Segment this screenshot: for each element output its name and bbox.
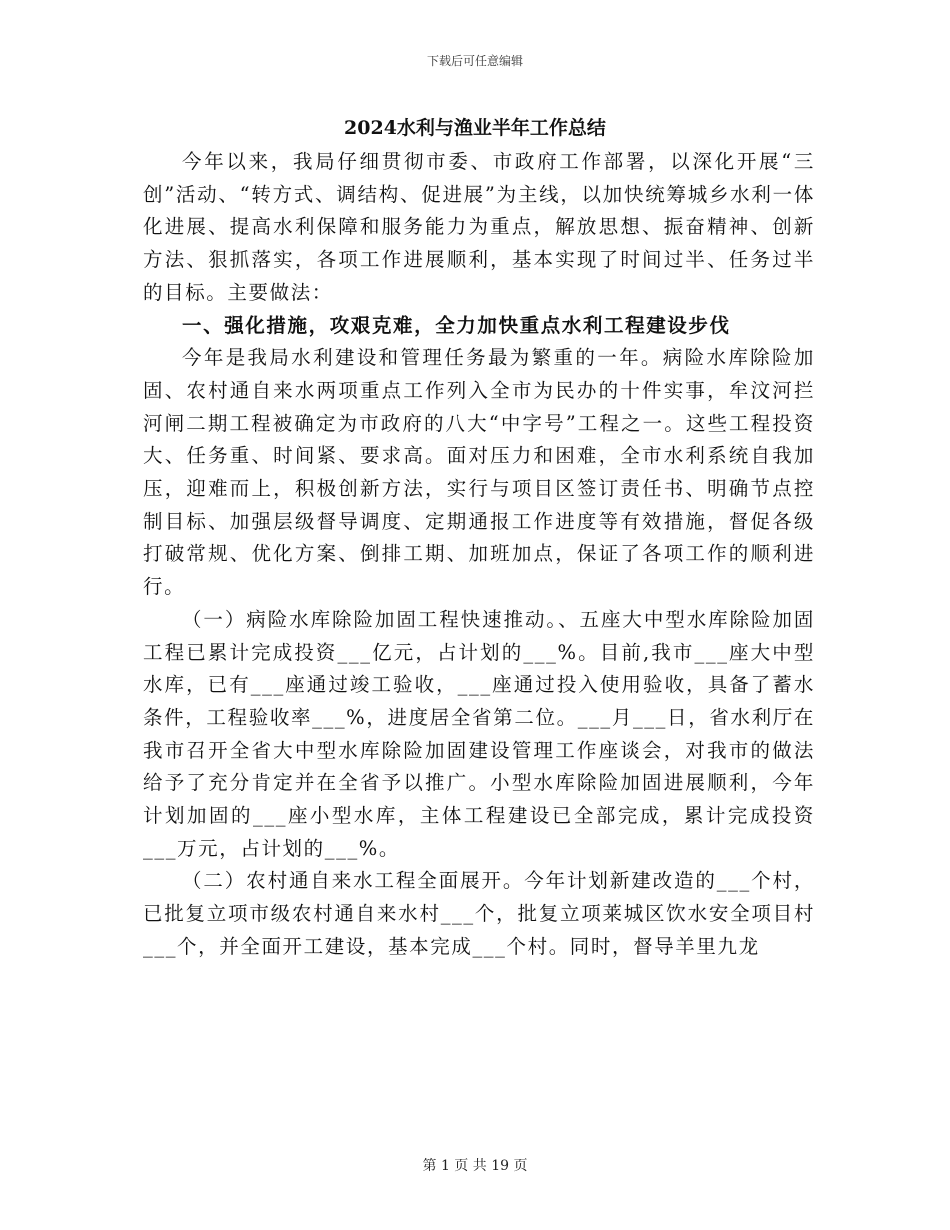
intro-paragraph: 今年以来，我局仔细贯彻市委、市政府工作部署，以深化开展“三创”活动、“转方式、调结构、促进展”为主线，以加快统筹城乡水利一体化进展、提高水利保障和服务能力为重点，解放思想、振奋精神、创新方法、狠抓落实，各项工作进展顺利，基本实现了时间过半、任务过半的目标。主要做法： (143, 150, 815, 304)
section-heading: 一、强化措施，攻艰克难，全力加快重点水利工程建设步伐 (182, 313, 731, 337)
document-title: 2024水利与渔业半年工作总结 (344, 117, 606, 139)
subsection-paragraph-water-supply: （二）农村通自来水工程全面展开。今年计划新建改造的___个村，已批复立项市级农村通自来水村___个，批复立项莱城区饮水安全项目村___个，并全面开工建设，基本完成___个村。同时，督导羊里九龙 (143, 869, 815, 958)
section-paragraph: 今年是我局水利建设和管理任务最为繁重的一年。病险水库除险加固、农村通自来水两项重点工作列入全市为民办的十件实事，牟汶河拦河闸二期工程被确定为市政府的八大“中字号”工程之一。这些工程投资大、任务重、时间紧、要求高。面对压力和困难，全市水利系统自我加压，迎难而上，积极创新方法，实行与项目区签订责任书、明确节点控制目标、加强层级督导调度、定期通报工作进度等有效措施，督促各级打破常规、优化方案、倒排工期、加班加点，保证了各项工作的顺利进行。 (143, 346, 815, 599)
subsection-paragraph-reservoir: （一）病险水库除险加固工程快速推动。、五座大中型水库除险加固工程已累计完成投资___亿元，占计划的___%。目前,我市___座大中型水库，已有___座通过竣工验收，___座通过投入使用验收，具备了蓄水条件，工程验收率___%，进度居全省第二位。___月___日，省水利厅在我市召开全省大中型水库除险加固建设管理工作座谈会，对我市的做法给予了充分肯定并在全省予以推广。小型水库除险加固进展顺利，今年计划加固的___座小型水库，主体工程建设已全部完成，累计完成投资___万元，占计划的___%。 (143, 607, 815, 860)
page-number: 第 1 页 共 19 页 (422, 1158, 528, 1174)
document-body (143, 146, 815, 964)
header-note: 下载后可任意编辑 (426, 54, 523, 68)
